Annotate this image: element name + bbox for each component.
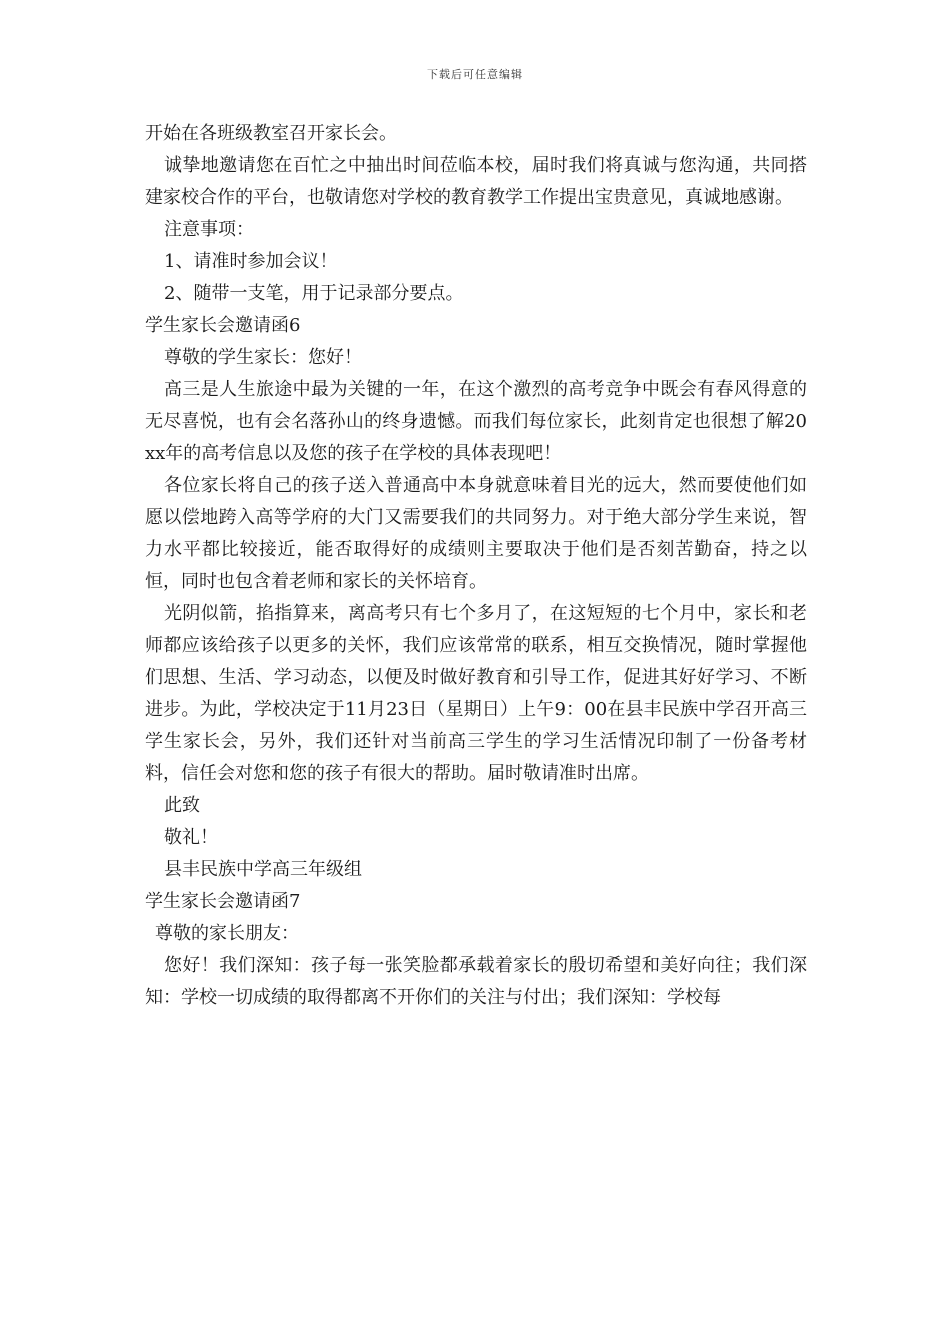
paragraph-closing-1: 此致 <box>164 795 200 816</box>
paragraph-salutation-6: 尊敬的学生家长：您好！ <box>164 347 362 368</box>
paragraph-notes-title: 注意事项： <box>164 219 254 240</box>
paragraph-meeting-details: 光阴似箭，掐指算来，离高考只有七个多月了，在这短短的七个月中，家长和老师都应该给孩子以更多的关怀，我们应该常常的联系，相互交换情况，随时掌握他们思想、生活、学习动态，以便及时做好教育和引导工作，促进其好好学习、不断进步。为此，学校决定于11月23日（星期日）上午9：00在县丰民族中学召开高三学生家长会，另外，我们还针对当前高三学生的学习生活情况印制了一份备考材料，信任会对您和您的孩子有很大的帮助。届时敬请准时出席。 <box>145 603 807 784</box>
paragraph-joint-effort: 各位家长将自己的孩子送入普通高中本身就意味着目光的远大，然而要使他们如愿以偿地跨入高等学府的大门又需要我们的共同努力。对于绝大部分学生来说，智力水平都比较接近，能否取得好的成绩则主要取决于他们是否刻苦勤奋，持之以恒，同时也包含着老师和家长的关怀培育。 <box>145 475 807 592</box>
paragraph-senior-year: 高三是人生旅途中最为关键的一年，在这个激烈的高考竞争中既会有春风得意的无尽喜悦，也有会名落孙山的终身遗憾。而我们每位家长，此刻肯定也很想了解20xx年的高考信息以及您的孩子在学校的具体表现吧！ <box>145 379 807 464</box>
section-heading-7: 学生家长会邀请函7 <box>145 891 301 912</box>
paragraph-invitation: 诚挚地邀请您在百忙之中抽出时间莅临本校，届时我们将真诚与您沟通，共同搭建家校合作的平台，也敬请您对学校的教育教学工作提出宝贵意见，真诚地感谢。 <box>145 155 807 208</box>
paragraph-signature: 县丰民族中学高三年级组 <box>164 859 362 880</box>
paragraph-closing-2: 敬礼！ <box>164 827 218 848</box>
page-header-note: 下载后可任意编辑 <box>427 68 523 81</box>
section-heading-6: 学生家长会邀请函6 <box>145 315 301 336</box>
paragraph-meeting-start: 开始在各班级教室召开家长会。 <box>145 123 397 144</box>
paragraph-salutation-7: 尊敬的家长朋友： <box>155 923 299 944</box>
paragraph-note-2: 2、随带一支笔，用于记录部分要点。 <box>164 283 464 304</box>
paragraph-note-1: 1、请准时参加会议！ <box>164 251 338 272</box>
document-body <box>145 118 807 1014</box>
paragraph-greeting-7: 您好！我们深知：孩子每一张笑脸都承载着家长的殷切希望和美好向往；我们深知：学校一切成绩的取得都离不开你们的关注与付出；我们深知：学校每 <box>145 955 807 1008</box>
